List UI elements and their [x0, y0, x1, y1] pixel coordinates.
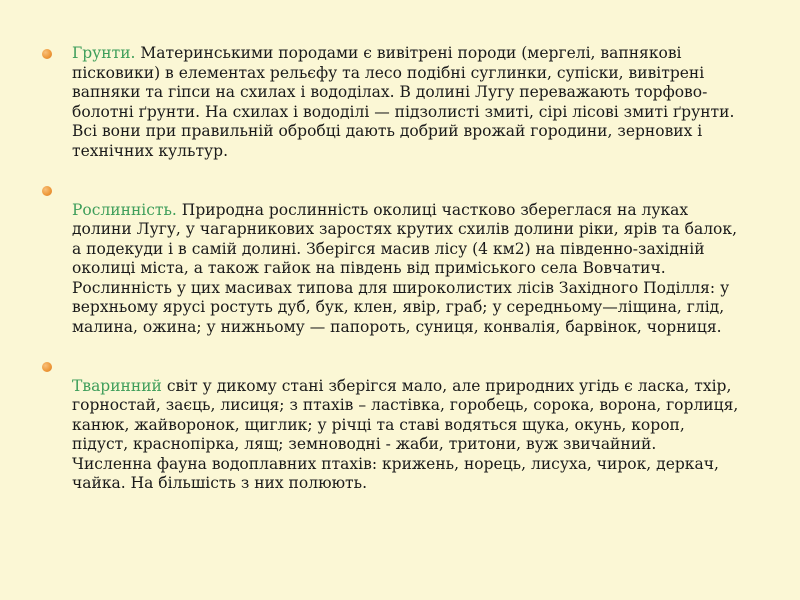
bullet-dot-icon	[42, 49, 52, 59]
item-text: Материнськими породами є вивітрені породи (мергелі, вапнякові пісковики) в елементах рельєфу та лесо подібні суглинки, супіски, вивітрені вапняки та гіпси на схилах і вододілах. В долині Лугу переважають торфово-болотні ґрунти. На схилах і вододілі — підзолисті змиті, сірі лісові змиті ґрунти. Всі вони при правильній обробці дають добрий врожай городини, зернових і технічних культур.	[72, 44, 735, 160]
blank-line	[72, 181, 740, 201]
item-heading: Рослинність.	[72, 200, 177, 219]
list-item-soils	[40, 44, 740, 161]
item-text: Природна рослинність околиці частково збереглася на луках долини Лугу, у чагарникових заростях крутих схилів долини ріки, ярів та балок, а подекуди і в самій долині. Зберігся масив лісу (4 км2) на південно-західній околиці міста, а також гайок на південь від приміського села Вовчатич. Рослинність у цих масивах типова для широколистих лісів Західного Поділля: у верхньому ярусі ростуть дуб, бук, клен, явір, граб; у середньому—ліщина, глід, малина, ожина; у нижньому — папороть, суниця, конвалія, барвінок, чорниця.	[72, 200, 737, 336]
list-item-vegetation	[40, 181, 740, 337]
blank-line	[72, 357, 740, 377]
bullet-dot-icon	[42, 186, 52, 196]
bullet-dot-icon	[42, 362, 52, 372]
item-text: світ у дикому стані зберігся мало, але природних угідь є ласка, тхір, горностай, заєць, лисиця; з птахів – ластівка, горобець, сорока, ворона, горлиця, канюк, жайворонок, щиглик; у річці та ставі водяться щука, окунь, короп, підуст, краснопірка, лящ; земноводні - жаби, тритони, вуж звичайний. Численна фауна водоплавних птахів: крижень, норець, лисуха, чирок, деркач, чайка. На більшість з них полюють.	[72, 376, 739, 492]
item-heading: Грунти.	[72, 44, 136, 62]
bullet-list	[40, 44, 740, 494]
list-item-fauna	[40, 357, 740, 494]
item-heading: Тваринний	[72, 376, 162, 395]
